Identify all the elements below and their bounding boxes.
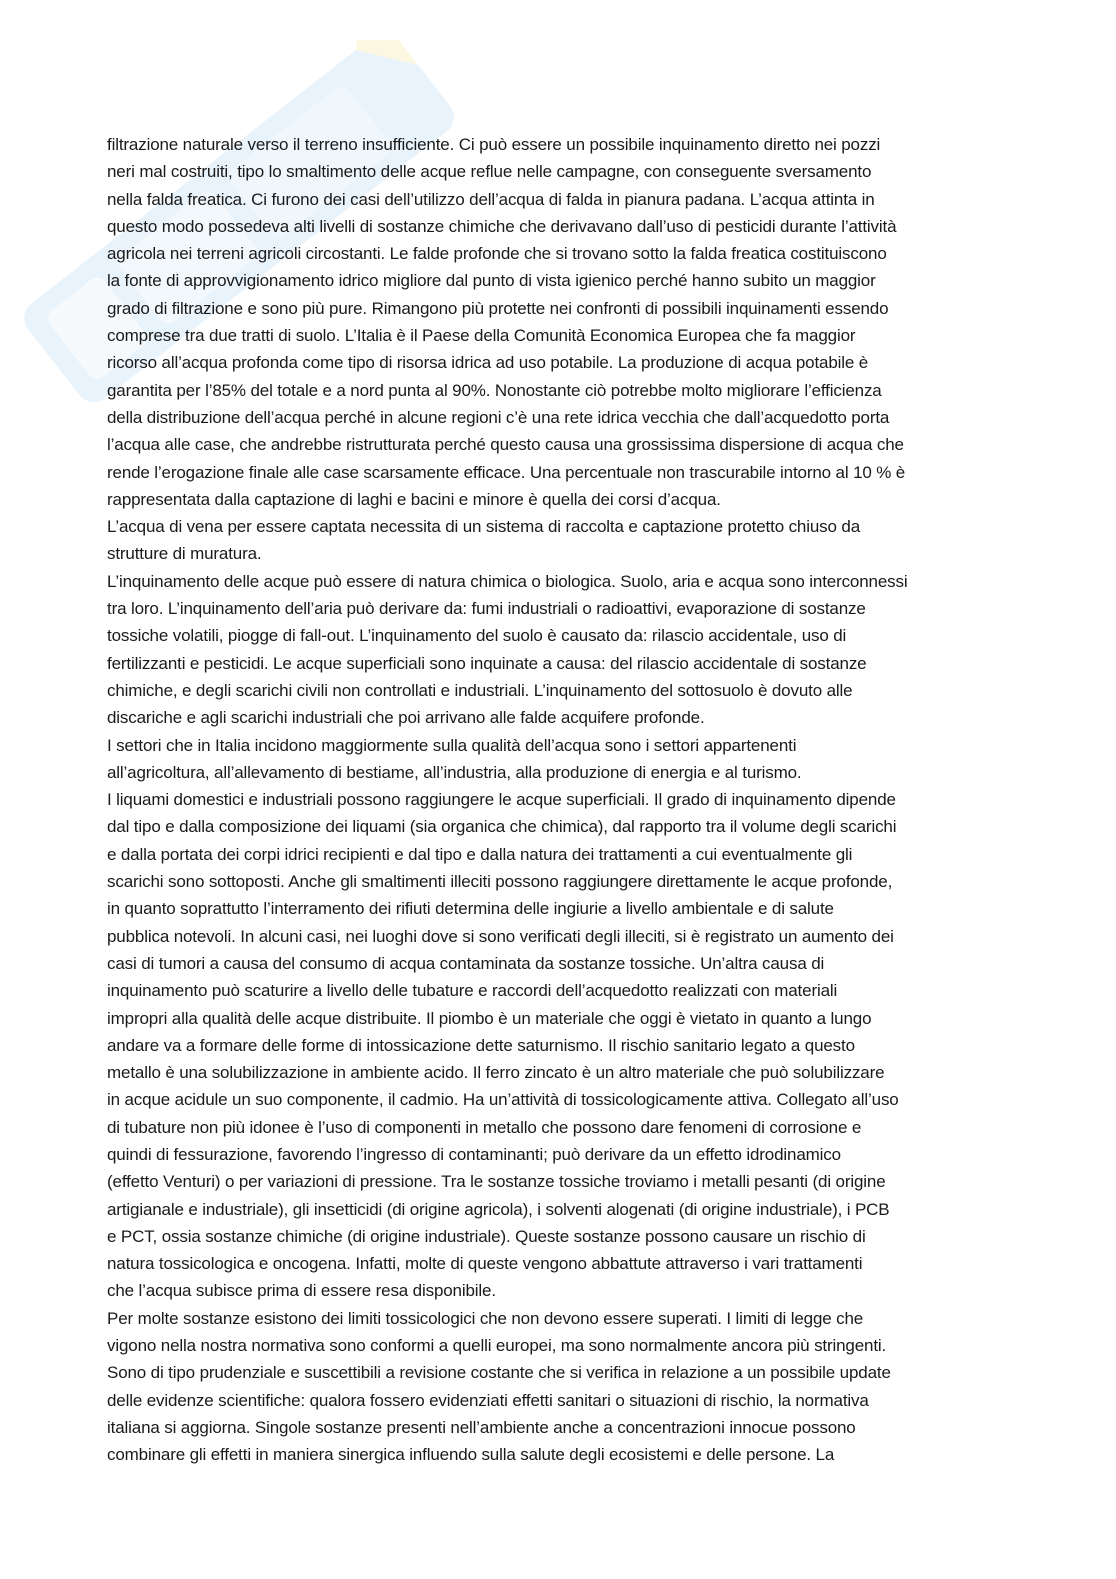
text-line: e dalla portata dei corpi idrici recipienti e dal tipo e dalla natura dei trattamenti a cui eventualmente gli: [107, 844, 853, 864]
paragraph: [107, 568, 1022, 732]
text-line: I liquami domestici e industriali possono raggiungere le acque superficiali. Il grado di inquinamento dipende: [107, 790, 896, 810]
text-line: Per molte sostanze esistono dei limiti tossicologici che non devono essere superati. I limiti di legge che: [107, 1308, 864, 1328]
text-line: questo modo possedeva alti livelli di sostanze chimiche che derivavano dall’uso di pesticidi durante l’attività: [107, 216, 897, 236]
text-line: che l’acqua subisce prima di essere resa disponibile.: [107, 1281, 496, 1301]
text-line: comprese tra due tratti di suolo. L’Italia è il Paese della Comunità Economica Europea che fa maggior: [107, 326, 856, 346]
watermark-accent-shape: [331, 40, 418, 90]
text-line: pubblica notevoli. In alcuni casi, nei luoghi dove si sono verificati degli illeciti, si è registrato un aumento dei: [107, 926, 894, 946]
text-line: rappresentata dalla captazione di laghi e bacini e minore è quella dei corsi d’acqua.: [107, 489, 721, 509]
text-line: e PCT, ossia sostanze chimiche (di origine industriale). Queste sostanze possono causare un rischio di: [107, 1226, 866, 1246]
text-line: neri mal costruiti, tipo lo smaltimento delle acque reflue nelle campagne, con conseguente sversamento: [107, 162, 872, 182]
paragraph: [107, 513, 1022, 568]
text-line: artigianale e industriale), gli insetticidi (di origine agricola), i solventi alogenati (di origine industriale), i PCB: [107, 1199, 890, 1219]
text-line: combinare gli effetti in maniera sinergica influendo sulla salute degli ecosistemi e delle persone. La: [107, 1445, 835, 1465]
text-line: L’inquinamento delle acque può essere di natura chimica o biologica. Suolo, aria e acqua sono interconnessi: [107, 571, 908, 591]
text-line: la fonte di approvvigionamento idrico migliore dal punto di vista igienico perché hanno subito un maggior: [107, 271, 876, 291]
text-line: nella falda freatica. Ci furono dei casi dell’utilizzo dell’acqua di falda in pianura padana. L’acqua attinta in: [107, 189, 875, 209]
text-line: casi di tumori a causa del consumo di acqua contaminata da sostanze tossiche. Un’altra causa di: [107, 953, 825, 973]
text-line: ricorso all’acqua profonda come tipo di risorsa idrica ad uso potabile. La produzione di acqua potabile è: [107, 353, 869, 373]
text-line: andare va a formare delle forme di intossicazione dette saturnismo. Il rischio sanitario legato a questo: [107, 1035, 855, 1055]
text-line: impropri alla qualità delle acque distribuite. Il piombo è un materiale che oggi è vietato in quanto a lungo: [107, 1008, 872, 1028]
paragraph: [107, 786, 1022, 1305]
text-line: rende l’erogazione finale alle case scarsamente efficace. Una percentuale non trascurabile intorno al 10 % è: [107, 462, 906, 482]
text-line: Sono di tipo prudenziale e suscettibili a revisione costante che si verifica in relazione a un possibile update: [107, 1363, 891, 1383]
text-line: fertilizzanti e pesticidi. Le acque superficiali sono inquinate a causa: del rilascio accidentale di sostanze: [107, 653, 867, 673]
text-line: grado di filtrazione e sono più pure. Rimangono più protette nei confronti di possibili inquinamenti essendo: [107, 298, 889, 318]
paragraph: [107, 732, 1022, 787]
text-line: filtrazione naturale verso il terreno insufficiente. Ci può essere un possibile inquinamento diretto nei pozzi: [107, 135, 881, 154]
text-line: l’acqua alle case, che andrebbe ristrutturata perché questo causa una grossissima dispersione di acqua che: [107, 435, 904, 455]
text-line: I settori che in Italia incidono maggiormente sulla qualità dell’acqua sono i settori appartenenti: [107, 735, 797, 755]
text-line: discariche e agli scarichi industriali che poi arrivano alle falde acquifere profonde.: [107, 708, 705, 728]
text-line: all’agricoltura, all’allevamento di bestiame, all’industria, alla produzione di energia e al turismo.: [107, 762, 802, 782]
text-line: strutture di muratura.: [107, 544, 262, 564]
text-line: quindi di fessurazione, favorendo l’ingresso di contaminanti; può derivare da un effetto idrodinamico: [107, 1144, 841, 1164]
text-line: delle evidenze scientifiche: qualora fossero evidenziati effetti sanitari o situazioni di rischio, la normativa: [107, 1390, 869, 1410]
text-line: chimiche, e degli scarichi civili non controllati e industriali. L’inquinamento del sottosuolo è dovuto alle: [107, 680, 853, 700]
text-line: vigono nella nostra normativa sono conformi a quelli europei, ma sono normalmente ancora più stringenti.: [107, 1336, 887, 1356]
text-line: tossiche volatili, piogge di fall-out. L’inquinamento del suolo è causato da: rilascio accidentale, uso di: [107, 626, 847, 646]
text-line: di tubature non più idonee è l’uso di componenti in metallo che possono dare fenomeni di corrosione e: [107, 1117, 862, 1137]
text-line: (effetto Venturi) o per variazioni di pressione. Tra le sostanze tossiche troviamo i metalli pesanti (di origine: [107, 1172, 886, 1192]
paragraph: [107, 131, 1022, 513]
document-body: [107, 131, 1022, 1469]
text-line: metallo è una solubilizzazione in ambiente acido. Il ferro zincato è un altro materiale che può solubilizzare: [107, 1063, 885, 1083]
text-line: italiana si aggiorna. Singole sostanze presenti nell’ambiente anche a concentrazioni innocue possono: [107, 1417, 856, 1437]
text-line: agricola nei terreni agricoli circostanti. Le falde profonde che si trovano sotto la falda freatica costituiscono: [107, 244, 887, 264]
text-line: dal tipo e dalla composizione dei liquami (sia organica che chimica), dal rapporto tra il volume degli scarichi: [107, 817, 897, 837]
text-line: garantita per l’85% del totale e a nord punta al 90%. Nonostante ciò potrebbe molto migliorare l’efficienza: [107, 380, 882, 400]
text-line: tra loro. L’inquinamento dell’aria può derivare da: fumi industriali o radioattivi, evaporazione di sostanze: [107, 599, 866, 619]
paragraph: [107, 1305, 1022, 1469]
text-line: scarichi sono sottoposti. Anche gli smaltimenti illeciti possono raggiungere direttamente le acque profonde,: [107, 872, 893, 892]
text-line: della distribuzione dell’acqua perché in alcune regioni c’è una rete idrica vecchia che dall’acquedotto porta: [107, 407, 890, 427]
text-line: L’acqua di vena per essere captata necessita di un sistema di raccolta e captazione protetto chiuso da: [107, 517, 861, 537]
text-line: natura tossicologica e oncogena. Infatti, molte di queste vengono abbattute attraverso i vari trattamenti: [107, 1254, 863, 1274]
text-line: in quanto soprattutto l’interramento dei rifiuti determina delle ingiurie a livello ambientale e di salute: [107, 899, 834, 919]
text-line: in acque acidule un suo componente, il cadmio. Ha un’attività di tossicologicamente attiva. Collegato all’uso: [107, 1090, 899, 1110]
text-line: inquinamento può scaturire a livello delle tubature e raccordi dell’acquedotto realizzati con materiali: [107, 981, 838, 1001]
